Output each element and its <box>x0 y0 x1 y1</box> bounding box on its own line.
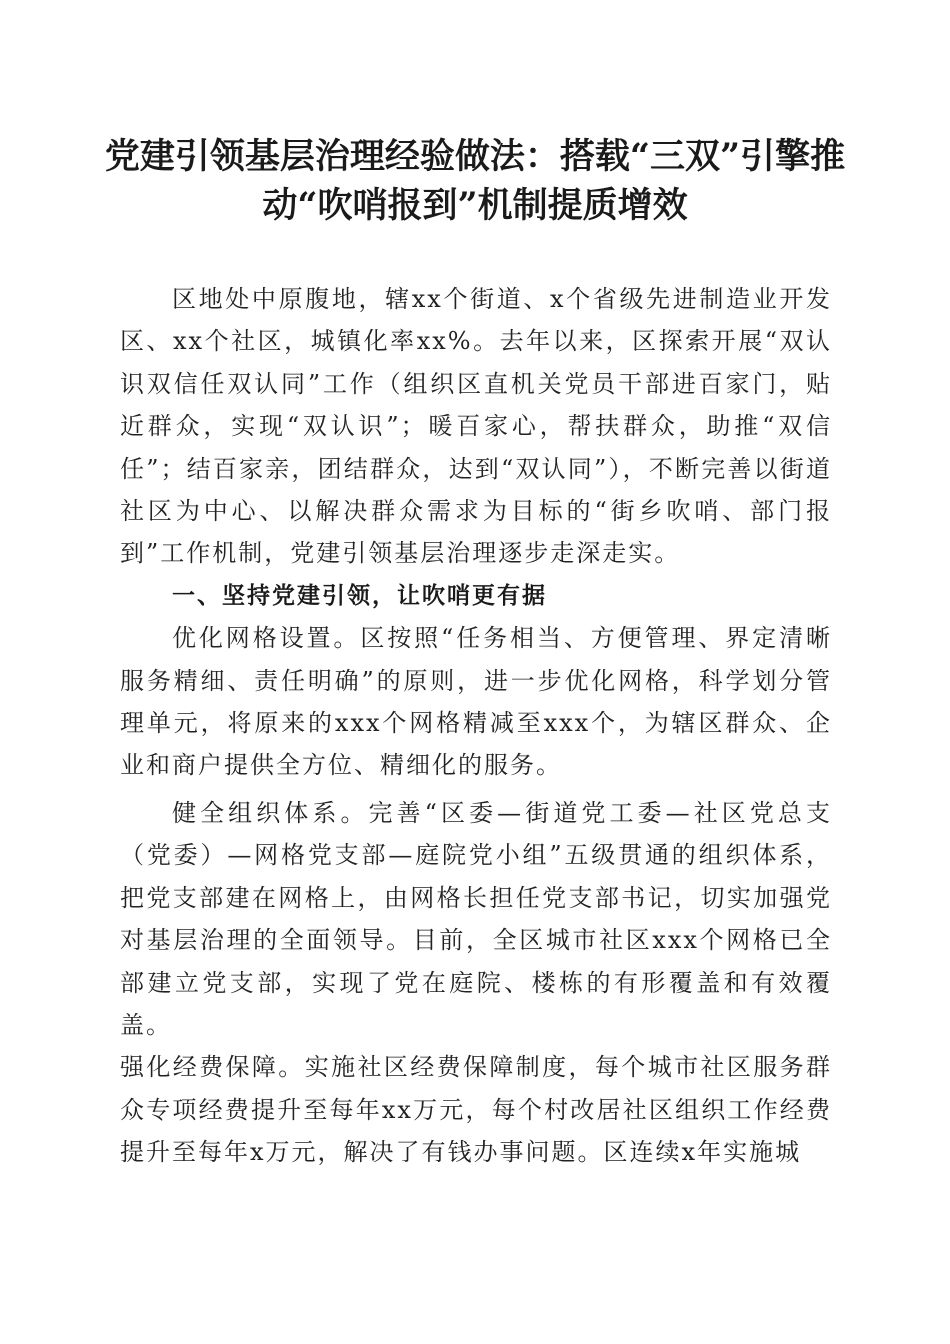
intro-paragraph: 区地处中原腹地，辖xx个街道、x个省级先进制造业开发区、xx个社区，城镇化率xx%。去年以来，区探索开展“双认识双信任双认同”工作（组织区直机关党员干部进百家门，贴近群众，实现“双认识”；暖百家心，帮扶群众，助推“双信任”；结百家亲，团结群众，达到“双认同”），不断完善以街道社区为中心、以解决群众需求为目标的“街乡吹哨、部门报到”工作机制，党建引领基层治理逐步走深走实。 <box>120 285 832 568</box>
document-body <box>120 278 832 1174</box>
section-heading-1: 一、坚持党建引领，让吹哨更有据 <box>172 582 547 609</box>
paragraph-organization-system: 健全组织体系。完善“区委—街道党工委—社区党总支（党委）—网格党支部—庭院党小组”五级贯通的组织体系，把党支部建在网格上，由网格长担任党支部书记，切实加强党对基层治理的全面领导。目前，全区城市社区xxx个网格已全部建立党支部，实现了党在庭院、楼栋的有形覆盖和有效覆盖。 <box>120 798 832 1039</box>
paragraph-grid-setting: 优化网格设置。区按照“任务相当、方便管理、界定清晰服务精细、责任明确”的原则，进一步优化网格，科学划分管理单元，将原来的xxx个网格精减至xxx个，为辖区群众、企业和商户提供全方位、精细化的服务。 <box>120 624 832 780</box>
paragraph-funding: 强化经费保障。实施社区经费保障制度，每个城市社区服务群众专项经费提升至每年xx万元，每个村改居社区组织工作经费提升至每年x万元，解决了有钱办事问题。区连续x年实施城 <box>120 1053 832 1167</box>
document-title: 党建引领基层治理经验做法：搭载“三双”引擎推动“吹哨报到”机制提质增效 <box>104 136 846 226</box>
